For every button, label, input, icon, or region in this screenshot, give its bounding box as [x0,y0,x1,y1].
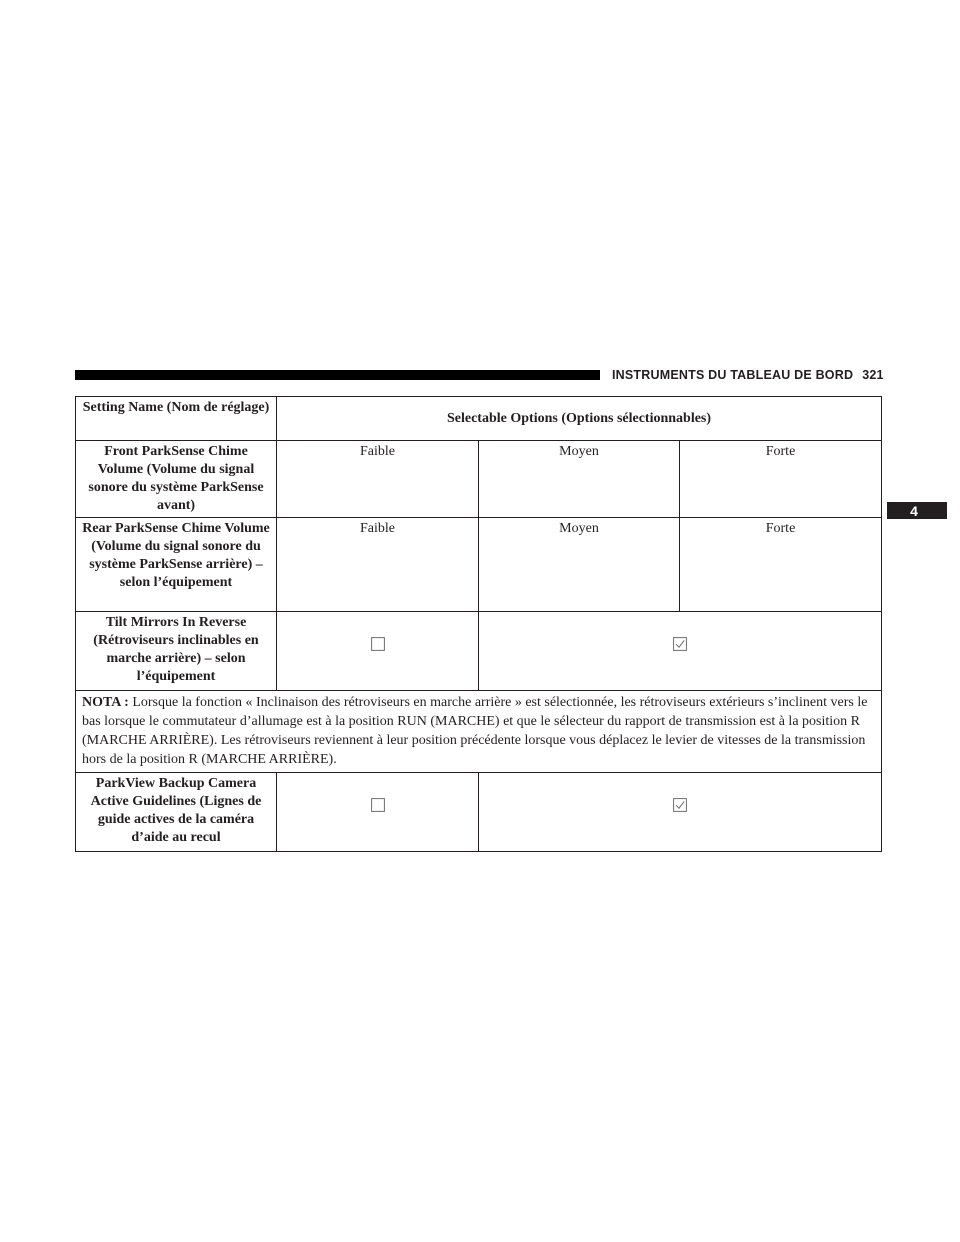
section-title: INSTRUMENTS DU TABLEAU DE BORD [612,368,854,382]
option-cell [479,612,882,691]
header-rule [75,370,600,380]
running-header [612,366,884,384]
option-cell: Forte [680,518,882,612]
table-header-row [76,397,882,441]
setting-name: Front ParkSense Chime Volume (Volume du signal sonore du système ParkSense avant) [76,441,277,518]
checkbox-checked-icon [673,637,687,651]
chapter-tab: 4 [887,502,947,519]
setting-name: ParkView Backup Camera Active Guidelines (Lignes de guide actives de la caméra d’aide au recul [76,773,277,852]
option-cell [277,612,479,691]
checkbox-unchecked-icon [371,798,385,812]
option-cell: Faible [277,518,479,612]
setting-name-header: Setting Name (Nom de réglage) [76,397,277,441]
settings-table [75,396,882,852]
option-cell: Forte [680,441,882,518]
note-row [76,691,882,773]
note-label: NOTA : [82,695,129,710]
table-row [76,612,882,691]
option-cell: Moyen [479,518,680,612]
note-text: Lorsque la fonction « Inclinaison des rétroviseurs en marche arrière » est sélectionnée, les rétroviseurs extérieurs s’inclinent vers le bas lorsque le commutateur d’allumage est à la position RUN (MARCHE) et que le sélecteur du rapport de transmission est à la position R (MARCHE ARRIÈRE). Les rétroviseurs reviennent à leur position précédente lorsque vous déplacez le levier de vitesses de la transmission hors de la position R (MARCHE ARRIÈRE). [82,695,868,767]
checkbox-checked-icon [673,798,687,812]
option-cell [479,773,882,852]
table-row [76,773,882,852]
checkbox-unchecked-icon [371,637,385,651]
option-cell [277,773,479,852]
option-cell: Moyen [479,441,680,518]
note-cell [76,691,882,773]
setting-name: Rear ParkSense Chime Volume (Volume du signal sonore du système ParkSense arrière) – selon l’équipement [76,518,277,612]
page-number: 321 [862,368,884,382]
setting-name: Tilt Mirrors In Reverse (Rétroviseurs inclinables en marche arrière) – selon l’équipement [76,612,277,691]
option-cell: Faible [277,441,479,518]
table-row [76,518,882,612]
selectable-options-header: Selectable Options (Options sélectionnables) [277,397,882,441]
table-row [76,441,882,518]
